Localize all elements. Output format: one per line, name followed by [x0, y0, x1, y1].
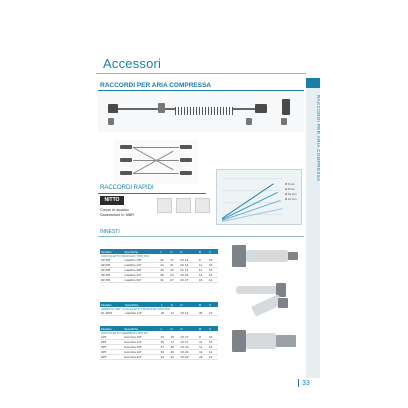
- cell: 10: [208, 340, 218, 345]
- col-header: L: [160, 302, 170, 307]
- quick-coupler-right: [255, 104, 267, 113]
- male-plug-photo: [232, 245, 246, 267]
- plug-icon: [120, 145, 132, 149]
- cell: 11: [198, 268, 208, 273]
- cell: 1P-PM: [100, 258, 123, 263]
- page-number-divider: [298, 379, 299, 387]
- cell: 30: [160, 350, 170, 355]
- col-header: Specifiche: [123, 249, 159, 254]
- cell: maschio 1/4": [123, 263, 159, 268]
- col-header: D: [179, 302, 198, 307]
- category-label: CON FILETTO FEMMINA TIPO PF: [101, 331, 148, 335]
- col-header: B: [198, 302, 208, 307]
- col-header: D: [179, 326, 198, 331]
- cell: femmina 1/8": [123, 335, 159, 340]
- coupler-photo: [157, 198, 172, 213]
- cell: Ch 22: [179, 273, 198, 278]
- col-header: Modello: [100, 249, 123, 254]
- feature-bullet: Corpo in acciaio: [100, 207, 129, 212]
- cell: 31: [159, 278, 169, 283]
- cell: 10: [208, 335, 218, 340]
- col-header: D: [179, 249, 198, 254]
- cell: 10: [208, 278, 218, 283]
- cell: maschio 1/4": [124, 311, 160, 316]
- cell: 21: [169, 263, 179, 268]
- cell: 16: [198, 278, 208, 283]
- cell: 27: [160, 345, 170, 350]
- cell: 26: [159, 268, 169, 273]
- cell: 10: [208, 263, 218, 268]
- cell: femmina 3/8": [123, 345, 159, 350]
- cell: Ch 14: [179, 263, 198, 268]
- col-header: Modello: [100, 326, 123, 331]
- plug-right: [282, 99, 290, 115]
- col-header: B: [198, 326, 208, 331]
- table-row: [100, 278, 218, 283]
- cell: 1PF: [100, 335, 123, 340]
- plug-icon: [180, 158, 192, 162]
- cell: 18: [170, 345, 180, 350]
- graph-legend-item: Ø 6 mm: [285, 182, 295, 186]
- connector-line: [133, 160, 179, 161]
- graph-legend-item: Ø 8 mm: [285, 187, 295, 191]
- cell: 20: [170, 350, 180, 355]
- cell: Ch 24: [179, 350, 198, 355]
- cell: 10: [208, 258, 218, 263]
- female-plug-photo: [276, 335, 296, 347]
- cell: maschio 1/8": [123, 258, 159, 263]
- spiral-hose: [175, 107, 233, 115]
- female-plug-photo: [232, 330, 246, 352]
- cell: 11: [170, 311, 180, 316]
- cell: 28: [159, 273, 169, 278]
- col-header: L: [160, 326, 170, 331]
- cell: 8: [198, 335, 208, 340]
- cell: 6PF: [100, 355, 123, 360]
- cell: femmina 1/4": [123, 340, 159, 345]
- section-rule: [98, 193, 206, 194]
- cell: Ch 27: [179, 278, 198, 283]
- cell: 23: [160, 335, 170, 340]
- table-row: [100, 355, 218, 360]
- col-header: Modello: [100, 302, 124, 307]
- cell: 42: [160, 311, 170, 316]
- cell: 22: [169, 268, 179, 273]
- cell: 11: [198, 340, 208, 345]
- table-row: [100, 311, 218, 316]
- female-plug-photo: [246, 333, 276, 349]
- cell: maschio 1/2": [123, 273, 159, 278]
- cell: 22: [170, 355, 180, 360]
- cell: 16: [198, 355, 208, 360]
- cell: 14: [198, 350, 208, 355]
- col-header: C: [208, 326, 218, 331]
- cell: 33: [160, 355, 170, 360]
- swivel-plug-photo: [278, 298, 288, 308]
- hose-segment: [118, 108, 176, 110]
- graph-legend-item: Ø 10 mm: [285, 192, 297, 196]
- col-header: L: [159, 249, 169, 254]
- cell: Ch 19: [179, 345, 198, 350]
- col-header: B: [198, 249, 208, 254]
- col-header: C: [208, 302, 218, 307]
- cell: 8: [198, 258, 208, 263]
- spec-table-female: [100, 326, 218, 360]
- cell: femmina 1/2": [123, 350, 159, 355]
- cell: 10: [208, 355, 218, 360]
- section-title-compressed-air: RACCORDI PER ARIA COMPRESSA: [100, 82, 212, 89]
- cell: 4P-PM: [100, 273, 123, 278]
- plug-icon: [180, 145, 192, 149]
- col-header: C: [208, 249, 218, 254]
- category-label: INNESTO 360° CON FILETTO MASCHIO TIPO PM: [101, 307, 170, 311]
- cell: 6P-PM: [100, 278, 123, 283]
- cell: maschio 3/4": [123, 278, 159, 283]
- male-plug-photo: [246, 250, 288, 262]
- quick-coupler-left: [108, 104, 118, 113]
- cell: 10: [208, 350, 218, 355]
- cell: maschio 3/8": [123, 268, 159, 273]
- section-title-plugs: INNESTI: [100, 229, 120, 235]
- page-number: 33: [302, 380, 310, 387]
- cell: 2PF: [100, 340, 123, 345]
- side-tab-label: RACCORDI PER ARIA COMPRESSA: [316, 95, 321, 182]
- cell: 3P-PM: [100, 268, 123, 273]
- section-rule: [98, 236, 304, 237]
- cell: femmina 3/4": [123, 355, 159, 360]
- cell: 4PF: [100, 350, 123, 355]
- cell: Ch 14: [179, 311, 198, 316]
- coupler-photo: [195, 198, 210, 213]
- swivel-plug-diagram: [236, 286, 280, 294]
- page-title: Accessori: [103, 56, 162, 71]
- coupler-photo: [176, 198, 191, 213]
- fitting-detail: [108, 118, 114, 125]
- cell: 17: [169, 258, 179, 263]
- cell: Ch 14: [179, 258, 198, 263]
- fitting-detail: [281, 118, 287, 125]
- plug-icon: [120, 171, 132, 175]
- nitto-logo: NITTO: [100, 196, 124, 205]
- col-header: G: [170, 302, 180, 307]
- cell: 35: [198, 311, 208, 316]
- category-label: CON FILETTO MASCHIO TIPO PM: [101, 254, 149, 258]
- male-plug-photo: [288, 252, 298, 260]
- cell: Ch 17: [179, 340, 198, 345]
- hose-segment: [233, 108, 255, 110]
- spec-table-male: [100, 249, 218, 283]
- feature-bullet: Guarnizioni in NBR: [100, 212, 135, 217]
- fitting-middle: [158, 103, 165, 113]
- cell: 24: [159, 263, 169, 268]
- col-header: Specifiche: [124, 302, 160, 307]
- cell: 10: [208, 268, 218, 273]
- cell: 10: [208, 345, 218, 350]
- plug-icon: [180, 171, 192, 175]
- cell: 14: [198, 273, 208, 278]
- cell: Ch 17: [179, 268, 198, 273]
- spec-table-swivel: [100, 302, 218, 316]
- cell: 27: [169, 278, 179, 283]
- cell: SL-2PM: [100, 311, 124, 316]
- cell: 3PF: [100, 345, 123, 350]
- cell: 17: [170, 340, 180, 345]
- cell: 2P-PM: [100, 263, 123, 268]
- connector-line: [133, 147, 179, 148]
- section-rule: [98, 90, 304, 91]
- col-header: G: [170, 326, 180, 331]
- side-tab-marker: [306, 78, 320, 88]
- cell: 11: [198, 263, 208, 268]
- fitting-detail: [246, 118, 252, 125]
- plug-icon: [120, 158, 132, 162]
- cell: 24: [169, 273, 179, 278]
- graph-gridline: [222, 178, 282, 179]
- cell: 10: [208, 311, 218, 316]
- cell: Ch 29: [179, 355, 198, 360]
- graph-legend-item: Ø 12 mm: [285, 197, 297, 201]
- cell: Ch 17: [179, 335, 198, 340]
- cell: 11: [198, 345, 208, 350]
- graph-gridline: [222, 190, 282, 191]
- cell: 10: [208, 273, 218, 278]
- cell: 25: [160, 340, 170, 345]
- title-rule: [96, 73, 306, 74]
- cell: 16: [170, 335, 180, 340]
- col-header: G: [169, 249, 179, 254]
- section-title-quick-couplings: RACCORDI RAPIDI: [100, 185, 154, 191]
- cell: 22: [159, 258, 169, 263]
- col-header: Specifiche: [123, 326, 159, 331]
- connector-line: [133, 173, 179, 174]
